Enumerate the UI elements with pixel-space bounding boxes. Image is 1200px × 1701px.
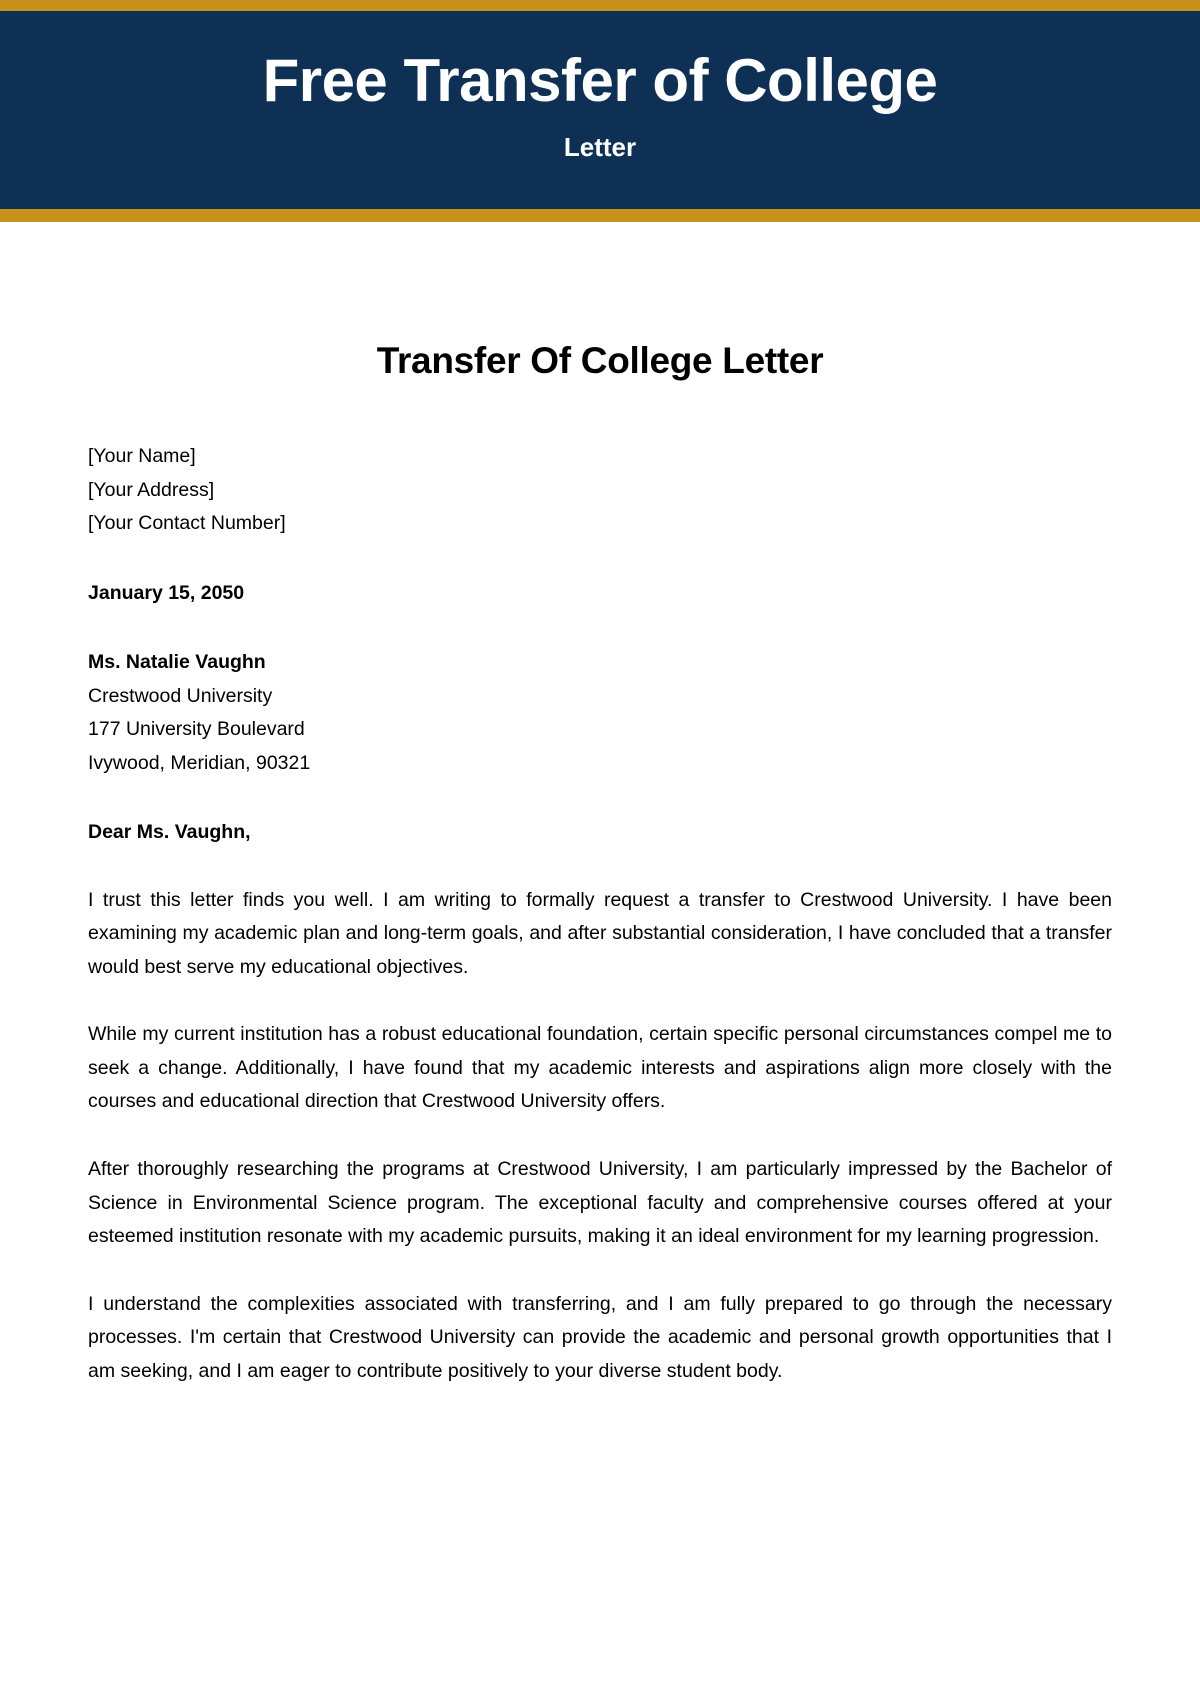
banner-top-rule [0,0,1200,11]
sender-name: [Your Name] [88,445,196,467]
sender-address: [Your Address] [88,478,215,501]
letter-paragraph: While my current institution has a robust educational foundation, certain specific personal circumstances compel me to seek a change. Additionally, I have found that my academic interests and aspirations align more closely with the courses and educational direction that Crestwood University offers. [88,1023,1112,1113]
letter-paragraph: After thoroughly researching the programs at Crestwood University, I am particularly impressed by the Bachelor of Science in Environmental Science program. The exceptional faculty and comprehensive courses offered at your esteemed institution resonate with my academic pursuits, making it an ideal environment for my learning progression. [88,1157,1112,1248]
letter-paragraph: I understand the complexities associated with transferring, and I am fully prepared to go through the necessary processes. I'm certain that Crestwood University can provide the academic and personal growth opportunities that I am seeking, and I am eager to contribute positively to your diverse student body. [88,1292,1112,1382]
banner-subtitle: Letter [563,132,637,162]
letter-body [0,340,1200,1388]
letter-paragraph: I trust this letter finds you well. I am writing to formally request a transfer to Crestwood University. I have been examining my academic plan and long-term goals, and after substantial consideration, I have concluded that a transfer would best serve my educational objectives. [88,888,1112,978]
banner-bottom-rule [0,209,1200,222]
recipient-block [88,646,1112,780]
recipient-organization: Crestwood University [88,684,273,707]
recipient-street: 177 University Boulevard [88,718,305,741]
page-title: Transfer Of College Letter [376,340,824,381]
sender-block [88,440,1112,541]
banner-title: Free Transfer of College [262,47,938,114]
sender-contact: [Your Contact Number] [88,512,286,535]
letter-date: January 15, 2050 [88,581,245,604]
recipient-name: Ms. Natalie Vaughn [88,651,266,674]
recipient-city-state-zip: Ivywood, Meridian, 90321 [88,751,311,774]
salutation: Dear Ms. Vaughn, [88,821,251,844]
header-banner [0,11,1200,209]
